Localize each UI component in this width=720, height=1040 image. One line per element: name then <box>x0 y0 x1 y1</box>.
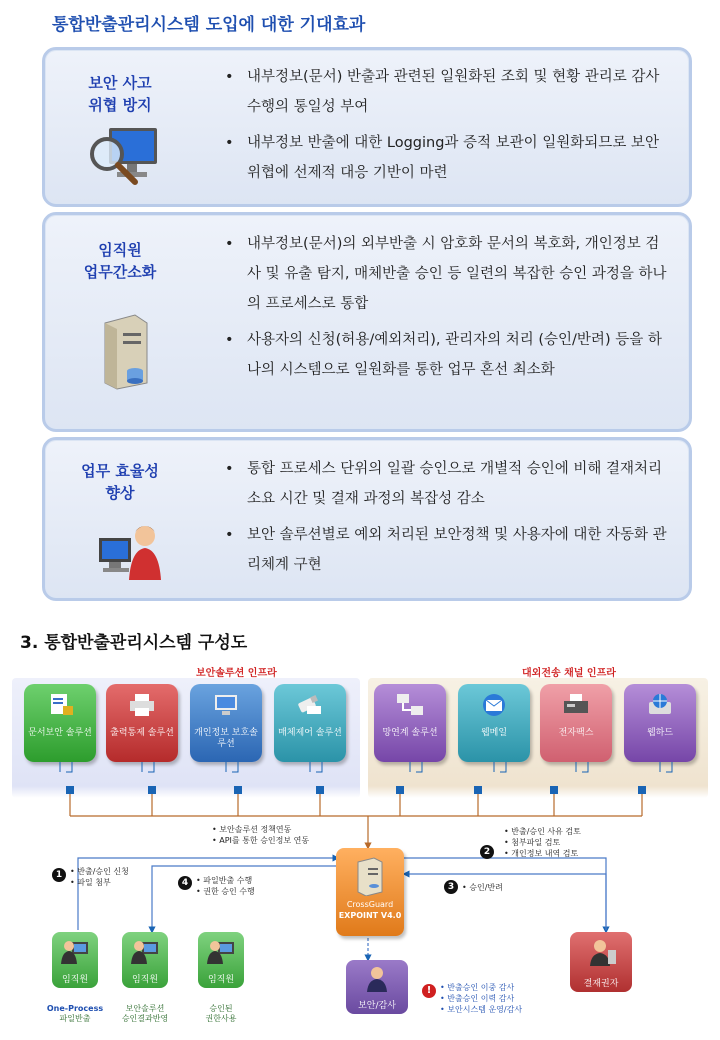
note-line: • 반출/승인 사유 검토 <box>504 827 581 836</box>
panel-title-line: 위협 방지 <box>88 96 152 114</box>
caption-line: 보안솔루션 <box>125 1004 165 1013</box>
connector-node <box>66 786 74 794</box>
tile-label: 매체제어 솔루션 <box>278 728 342 738</box>
server-label: CrossGuard <box>346 900 394 909</box>
magnifier-monitor-icon <box>85 124 165 188</box>
step-1-badge: 1 <box>52 868 66 882</box>
bullet-item: • 통합 프로세스 단위의 일괄 승인으로 개별적 승인에 비해 결재처리 소요 시간 및 결재 과정의 복잡성 감소 <box>221 454 671 514</box>
connector-node <box>550 786 558 794</box>
tile-label: 망연계 솔루션 <box>382 728 438 738</box>
connector-node <box>638 786 646 794</box>
connector-node <box>474 786 482 794</box>
user-computer-icon <box>95 520 167 584</box>
note-line: • 보안시스템 운영/감사 <box>440 1005 523 1014</box>
note-line: • 첨부파일 검토 <box>504 838 561 847</box>
note-line: • 승인/반려 <box>462 883 503 892</box>
panel-title-line: 향상 <box>105 484 135 502</box>
bullet-item: • 보안 솔루션별로 예외 처리된 보안정책 및 사용자에 대한 자동화 관리체계 구현 <box>221 520 671 580</box>
step-2-badge: 2 <box>480 845 494 859</box>
bullet-item: • 내부정보(문서) 반출과 관련된 일원화된 조회 및 현황 관리로 감사 수행의 통일성 부여 <box>221 62 671 122</box>
note-line: • 보안솔루션 정책연동 <box>212 825 292 834</box>
panel-title-line: 보안 사고 <box>88 74 152 92</box>
employee-card <box>52 932 98 988</box>
connector-node <box>234 786 242 794</box>
server-icon <box>354 856 386 896</box>
note-line: • 반출/승인 신청 <box>70 867 129 876</box>
tile-label: 출력통제 솔루션 <box>110 728 174 738</box>
employee-caption <box>40 1004 110 1024</box>
employee-name: 임직원 <box>207 975 235 985</box>
server-icon <box>95 311 155 391</box>
caption-line: 승인결과반영 <box>121 1014 169 1023</box>
panel-bullets <box>221 229 671 385</box>
bullet-item: • 내부정보(문서)의 외부반출 시 암호화 문서의 복호화, 개인정보 검사 및 유출 탐지, 매체반출 승인 등 일련의 복잡한 승인 과정을 하나의 프로세스로 통합 <box>221 229 671 319</box>
employee-name: 임직원 <box>61 975 89 985</box>
note-line: • 파일 첨부 <box>70 878 111 887</box>
note-line: • 권한 승인 수행 <box>196 887 255 896</box>
bullet-item: • 내부정보 반출에 대한 Logging과 증적 보관이 일원화되므로 보안위협에 선제적 대응 기반이 마련 <box>221 128 671 188</box>
panel-title <box>55 72 185 116</box>
note-review <box>504 826 581 859</box>
auditor-card <box>346 960 408 1014</box>
tile-label: 웹메일 <box>480 728 508 738</box>
tile-label: 웹하드 <box>646 728 674 738</box>
step-4-badge: 4 <box>178 876 192 890</box>
note-execute <box>196 875 255 897</box>
employee-name: 임직원 <box>131 975 159 985</box>
external-channel-label: 대외전송 채널 인프라 <box>522 668 616 679</box>
panel-bullets <box>221 454 671 580</box>
connector-node <box>148 786 156 794</box>
employee-card <box>198 932 244 988</box>
approver-card <box>570 932 632 992</box>
benefit-panel-simplify <box>42 212 692 432</box>
panel-title-line: 업무간소화 <box>83 263 157 281</box>
note-audit <box>440 982 522 1015</box>
alert-icon: ! <box>422 984 436 998</box>
tile-label: 문서보안 솔루션 <box>28 728 92 738</box>
employee-caption <box>186 1004 256 1024</box>
caption-line: 파일반출 <box>59 1014 91 1023</box>
panel-title <box>55 239 185 283</box>
bullet-item: • 사용자의 신청(허용/예외처리), 관리자의 처리 (승인/반려) 등을 하나의 시스템으로 일원화를 통한 업무 혼선 최소화 <box>221 325 671 385</box>
employee-icon <box>60 936 90 966</box>
note-line: • 개인정보 내역 검토 <box>504 849 579 858</box>
connector-node <box>396 786 404 794</box>
security-infra-label: 보안솔루션 인프라 <box>196 668 277 679</box>
employee-card <box>122 932 168 988</box>
note-line: • 반출승인 이력 감사 <box>440 994 515 1003</box>
connector-node <box>316 786 324 794</box>
panel-title-line: 업무 효율성 <box>81 462 159 480</box>
note-policy-link <box>212 824 309 846</box>
note-request <box>70 866 129 888</box>
benefit-panel-security <box>42 47 692 207</box>
note-line: • 반출승인 이중 감사 <box>440 983 515 992</box>
note-line: • API를 통한 승인정보 연동 <box>212 836 310 845</box>
employee-caption <box>110 1004 180 1024</box>
auditor-label: 보안/감사 <box>358 1001 396 1011</box>
panel-title-line: 임직원 <box>98 241 142 259</box>
panel-title <box>55 460 185 504</box>
note-line: • 파일반출 수행 <box>196 876 253 885</box>
step-3-badge: 3 <box>444 880 458 894</box>
tile-label: 개인정보 보호솔루션 <box>194 728 258 749</box>
caption-line: One-Process <box>46 1004 104 1013</box>
employee-icon <box>206 936 236 966</box>
note-approve <box>462 882 503 893</box>
tile-label: 전자팩스 <box>558 728 594 738</box>
approver-icon <box>586 936 618 968</box>
caption-line: 승인된 <box>209 1004 233 1013</box>
crossguard-server <box>336 848 404 936</box>
approver-label: 결재권자 <box>583 979 619 989</box>
caption-line: 권한사용 <box>205 1014 237 1023</box>
panel-bullets <box>221 62 671 188</box>
auditor-icon <box>362 964 392 992</box>
server-label: EXPOINT V4.0 <box>338 911 402 920</box>
page-title: 통합반출관리시스템 도입에 대한 기대효과 <box>52 15 366 35</box>
section-title: 3. 통합반출관리시스템 구성도 <box>20 633 248 653</box>
benefit-panel-efficiency <box>42 437 692 601</box>
employee-icon <box>130 936 160 966</box>
system-diagram <box>12 662 708 1032</box>
